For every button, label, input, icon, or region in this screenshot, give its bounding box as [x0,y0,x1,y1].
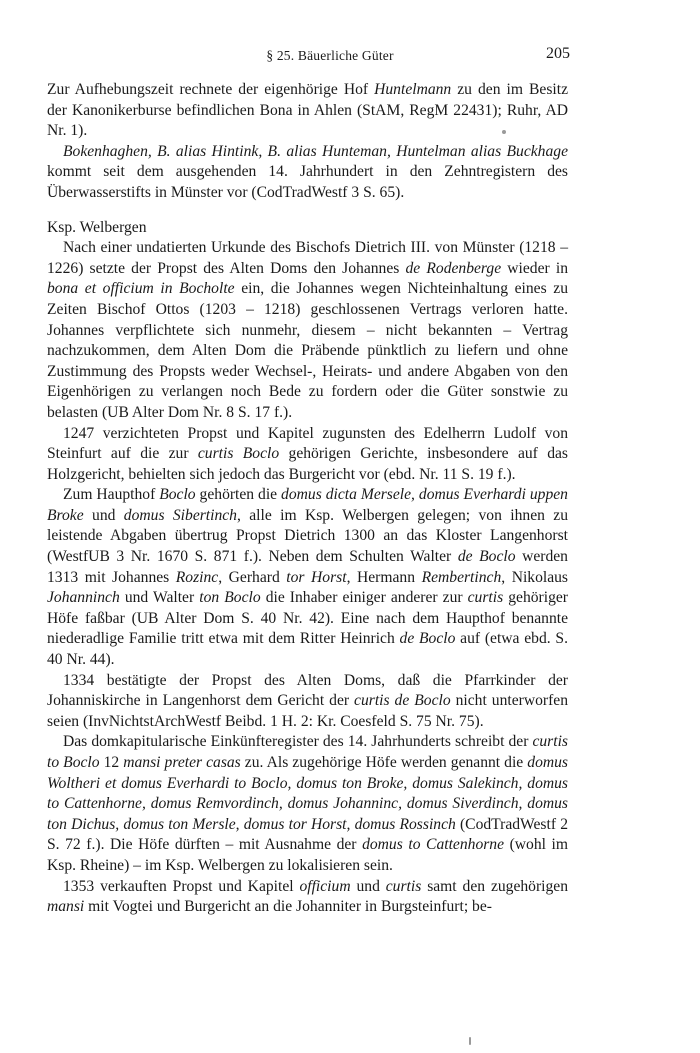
text-run: , Nikolaus [501,568,568,586]
text-run: nicht unterworfen seien (InvNichtstArchWestf Beibd. 1 H. 2: Kr. Coesfeld S. 75 Nr. 75). [47,692,568,730]
text-run: 1353 verkauften Propst und Kapitel [63,877,300,895]
italic-term: curtis [385,877,422,895]
text-run: ein, die Johannes wegen Nichteinhaltung eines zu Zeiten Bischof Ottos (1203 – 1218) geschlossenen Vertrags verloren hatte. Johannes verpflichtete sich nunmehr, diesem – nicht bekannten – Vertrag nachzukommen, dem Alten Dom die Präbende pünktlich zu liefern und ohne Zustimmung des Propsts weder Wechsel-, Heirats- und andere Abgaben von den Eigenhörigen zu verlangen noch Bede zu fordern oder die Güter sonstwie zu belasten (UB Alter Dom Nr. 8 S. 17 f.). [47,280,568,421]
italic-term: curtis [467,589,504,607]
body-paragraph [47,671,568,733]
text-run: zu. Als zugehörige Höfe werden genannt die [240,754,528,771]
body-paragraph [47,485,568,670]
body-paragraph [47,238,568,423]
body-paragraph [47,877,568,918]
italic-term: tor Horst [286,568,347,586]
italic-term: Huntelmann [374,81,452,98]
italic-term: domus dicta Mersele, domus Everhardi uppen Broke [47,486,568,524]
text-run: (CodTradWestf 2 S. 72 f.). Die Höfe dürften – mit Ausnahme der [47,815,569,854]
text-run: , Gerhard [218,568,287,586]
italic-term: de Rodenberge [405,259,502,277]
body-paragraph [47,424,568,486]
text-run: 1247 verzichteten Propst und Kapitel zugunsten des Edelherrn Ludolf von Steinfurt auf die zur [47,424,568,463]
italic-term: officium [299,877,351,895]
page-number: 205 [546,45,570,62]
italic-term: curtis to Boclo [47,733,568,771]
text-run: , alle im Ksp. Welbergen gelegen; von ihnen zu leistende Abgaben übertrug Propst Dietrich 1300 an das Kloster Langenhorst (WestfUB 3 Nr. 1670 S. 871 f.). Neben dem Schulten Walter [47,506,568,566]
text-run: gehörigen Gerichte, insbesondere auf das Holzgericht, behielten sich jedoch das Burgericht vor (ebd. Nr. 11 S. 19 f.). [47,445,568,483]
italic-term: Boclo [159,486,196,504]
text-run: die Inhaber einiger anderer zur [260,589,468,607]
text-run: gehöriger Höfe faßbar (UB Alter Dom S. 40 Nr. 42). Eine nach dem Haupthof benannte niederadlige Familie tritt etwa mit dem Ritter Heinrich [47,589,568,648]
page-body [47,80,568,918]
text-run: zu den im Besitz der Kanonikerburse befindlichen Bona in Ahlen (StAM, RegM 22431); Ruhr, AD Nr. 1). [47,81,568,140]
text-run: gehörten die [195,486,282,504]
text-run: auf (etwa ebd. S. 40 Nr. 44). [47,630,569,669]
text-run: 12 [99,754,124,771]
text-run: 1334 bestätigte der Propst des Alten Doms, daß die Pfarrkinder der Johanniskirche in Langenhorst dem Gericht der [47,671,568,710]
text-run: , Hermann [346,568,422,586]
italic-term: curtis de Boclo [354,692,451,710]
scan-speck [502,130,506,134]
section-gap [47,204,568,218]
intro-paragraphs [47,80,568,204]
text-run: samt den zugehörigen [421,877,569,895]
text-run: mit Vogtei und Burgericht an die Johanniter in Burgsteinfurt; be- [84,898,492,916]
body-paragraph [47,80,568,142]
section-heading: Ksp. Welbergen [47,218,147,236]
italic-term: domus Woltheri et domus Everhardi to Boclo, domus ton Broke, domus Salekinch, domus to Cattenhorne, domus Remvordinch, domus Johanninc, domus Siverdinch, domus ton Dichus, domus ton Mersle, domus tor Horst, domus Rossinch [47,754,568,833]
running-title: § 25. Bäuerliche Güter [266,48,394,63]
section-paragraphs [47,238,568,918]
italic-term: domus Sibertinch [123,506,237,524]
text-run: und [350,877,386,895]
italic-term: domus to Cattenhorne [362,836,505,854]
text-run: wieder in [501,259,568,277]
italic-term: Rozinc [175,568,219,586]
italic-term: Johanninch [47,589,120,607]
italic-term: Bokenhaghen, B. alias Hintink, B. alias Hunteman, Huntelman alias Buckhage [63,142,568,160]
text-run: und Walter [119,589,200,607]
italic-term: curtis Boclo [197,445,280,463]
text-run: werden 1313 mit Johannes [47,548,568,586]
text-run: Zur Aufhebungszeit rechnete der eigenhörige Hof [47,81,375,98]
italic-term: bona et officium in Bocholte [47,280,235,298]
italic-term: de Boclo [399,630,456,648]
scan-speck [469,1037,471,1045]
text-run: kommt seit dem ausgehenden 14. Jahrhundert in den Zehntregistern des Überwasserstifts in Münster vor (CodTradWestf 3 S. 65). [47,163,568,201]
italic-term: de Boclo [457,548,516,566]
text-run: Zum Haupthof [63,486,160,504]
italic-term: mansi preter casas [123,754,241,771]
body-paragraph [47,142,568,204]
italic-term: ton Boclo [199,589,261,607]
body-paragraph [47,732,568,876]
italic-term: mansi [47,898,85,916]
italic-term: Rembertinch [421,568,502,586]
text-run: (wohl im Ksp. Rheine) – im Ksp. Welbergen zu lokalisieren sein. [47,836,569,874]
text-run: und [83,506,124,524]
text-run: Das domkapitularische Einkünfteregister des 14. Jahrhunderts schreibt der [63,733,533,751]
text-run: Nach einer undatierten Urkunde des Bischofs Dietrich III. von Münster (1218 – 1226) setzte der Propst des Alten Doms den Johannes [47,239,568,277]
